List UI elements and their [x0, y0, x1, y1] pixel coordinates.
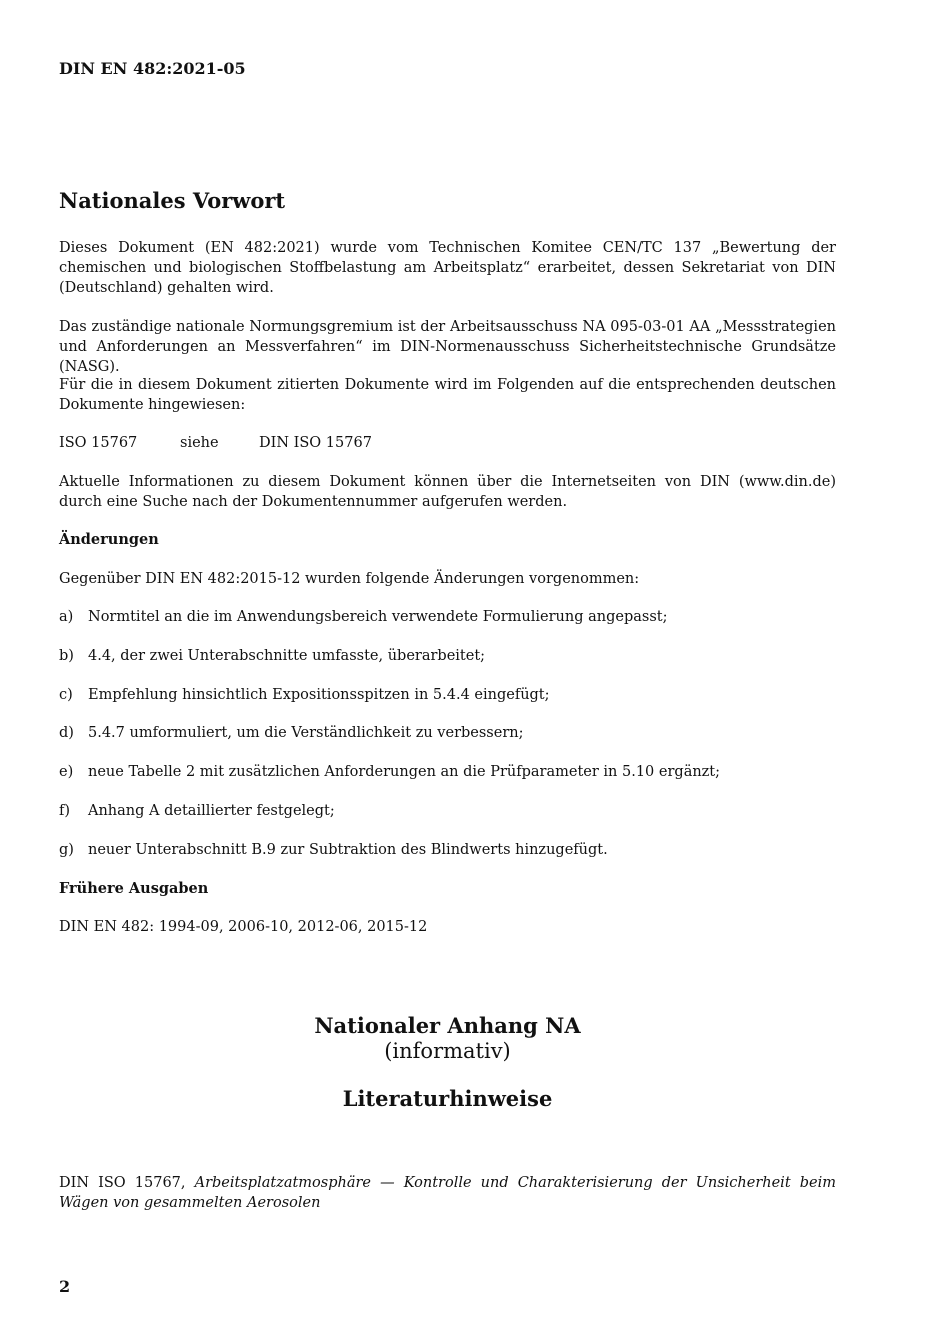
- list-item-label: b): [59, 648, 74, 664]
- list-item: [59, 646, 836, 666]
- reference-siehe: siehe: [180, 435, 219, 451]
- list-item-label: g): [59, 842, 74, 858]
- literature-title: Literaturhinweise: [342, 1086, 553, 1111]
- list-item-label: d): [59, 725, 74, 741]
- literature-reference-title: Arbeitsplatzatmosphäre — Kontrolle und Charakterisierung der Unsicherheit beim Wägen von gesammelten Aerosolen: [59, 1175, 836, 1211]
- page-number: 2: [59, 1277, 71, 1296]
- vorwort-paragraph-1: Dieses Dokument (EN 482:2021) wurde vom Technischen Komitee CEN/TC 137 „Bewertung der chemischen und biologischen Stoffbelastung am Arbeitsplatz“ erarbeitet, dessen Sekretariat von DIN (Deutschland) gehalten wird.: [59, 240, 836, 296]
- list-item-text: neuer Unterabschnitt B.9 zur Subtraktion des Blindwerts hinzugefügt.: [88, 842, 608, 858]
- list-item: [59, 607, 836, 627]
- list-item-text: 5.4.7 umformuliert, um die Verständlichkeit zu verbessern;: [88, 725, 524, 741]
- list-item: [59, 801, 836, 821]
- list-item-label: c): [59, 687, 73, 703]
- list-item: [59, 723, 836, 743]
- list-item: [59, 685, 836, 705]
- vorwort-paragraph-2: Das zuständige nationale Normungsgremium ist der Arbeitsausschuss NA 095-03-01 AA „Messstrategien und Anforderungen an Messverfahren“ im DIN-Normenausschuss Sicherheitstechnische Grundsätze (NASG).: [59, 319, 836, 375]
- list-item-text: neue Tabelle 2 mit zusätzlichen Anforderungen an die Prüfparameter in 5.10 ergänzt;: [88, 764, 721, 780]
- section-title-vorwort: Nationales Vorwort: [59, 188, 286, 213]
- list-item-text: Anhang A detaillierter festgelegt;: [88, 803, 335, 819]
- list-item-label: a): [59, 609, 74, 625]
- aenderungen-heading: Änderungen: [59, 531, 159, 548]
- list-item-text: 4.4, der zwei Unterabschnitte umfasste, überarbeitet;: [88, 648, 486, 664]
- fruehere-ausgaben-text: DIN EN 482: 1994-09, 2006-10, 2012-06, 2015-12: [59, 919, 428, 935]
- list-item-text: Empfehlung hinsichtlich Expositionsspitzen in 5.4.4 eingefügt;: [88, 687, 550, 703]
- annex-title: Nationaler Anhang NA: [314, 1013, 581, 1038]
- list-item: [59, 840, 836, 860]
- aenderungen-intro: Gegenüber DIN EN 482:2015-12 wurden folgende Änderungen vorgenommen:: [59, 571, 640, 587]
- document-page: [59, 0, 836, 1343]
- vorwort-paragraph-3: Für die in diesem Dokument zitierten Dokumente wird im Folgenden auf die entsprechenden deutschen Dokumente hingewiesen:: [59, 377, 836, 413]
- list-item-text: Normtitel an die im Anwendungsbereich verwendete Formulierung angepasst;: [88, 609, 668, 625]
- fruehere-ausgaben-heading: Frühere Ausgaben: [59, 880, 209, 897]
- document-id: DIN EN 482:2021-05: [59, 59, 246, 78]
- literature-reference-id: DIN ISO 15767,: [59, 1175, 195, 1191]
- vorwort-paragraph-4: Aktuelle Informationen zu diesem Dokument können über die Internetseiten von DIN (www.din.de) durch eine Suche nach der Dokumentennummer aufgerufen werden.: [59, 474, 836, 510]
- reference-mapping: [59, 433, 836, 453]
- list-item-label: e): [59, 764, 74, 780]
- reference-iso: ISO 15767: [59, 435, 138, 451]
- list-item: [59, 762, 836, 782]
- annex-subtitle: (informativ): [384, 1039, 511, 1063]
- literature-reference: [59, 1173, 836, 1213]
- reference-din-iso: DIN ISO 15767: [259, 435, 372, 451]
- annex-heading: [59, 1013, 836, 1063]
- list-item-label: f): [59, 803, 71, 819]
